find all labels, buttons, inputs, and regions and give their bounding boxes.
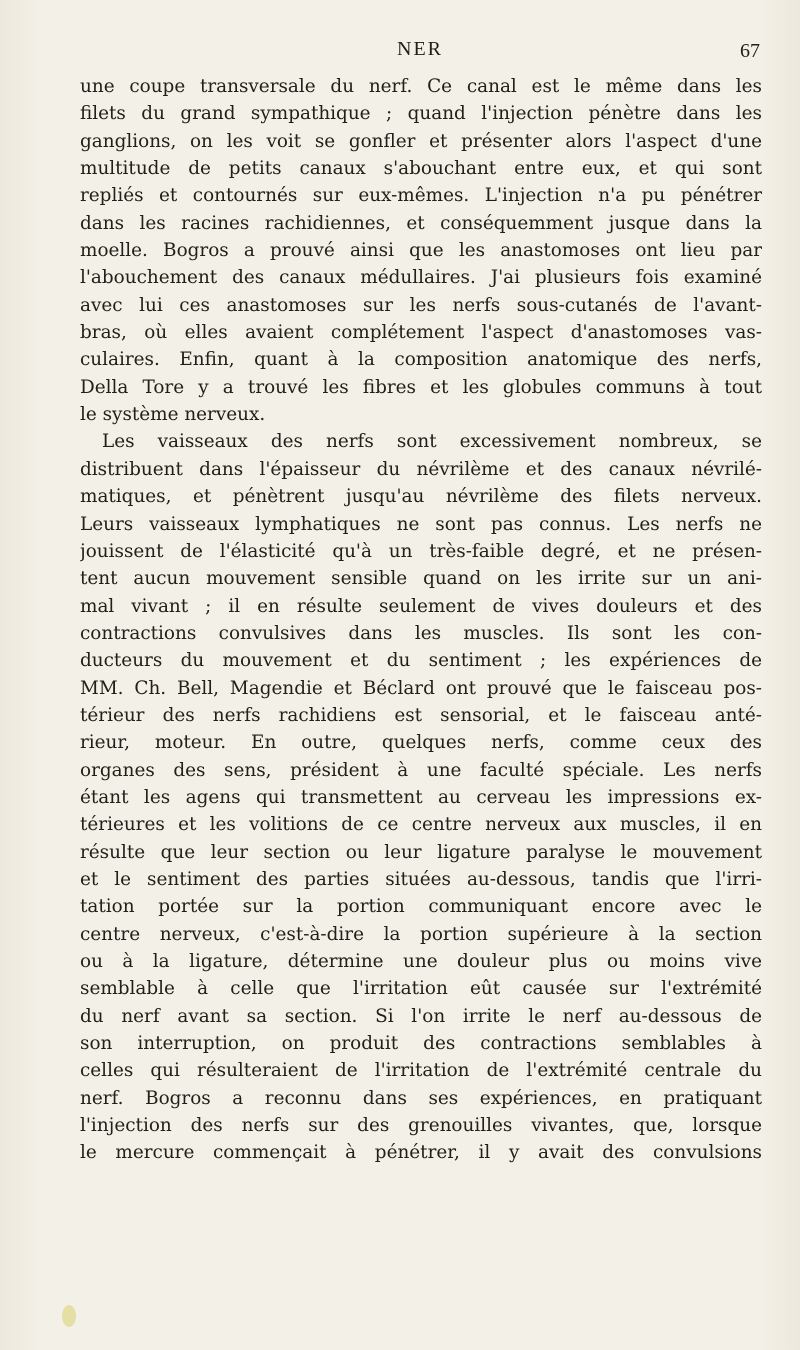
text-line: filets du grand sympathique ; quand l'injection pénètre dans les [80,103,762,125]
text-line: jouissent de l'élasticité qu'à un très-faible degré, et ne présen- [80,540,762,562]
text-line: Leurs vaisseaux lymphatiques ne sont pas connus. Les nerfs ne [80,513,762,535]
text-line: organes des sens, président à une faculté spéciale. Les nerfs [80,759,762,781]
text-line: étant les agens qui transmettent au cerveau les impressions ex- [80,786,762,808]
text-line: résulte que leur section ou leur ligature paralyse le mouvement [80,841,762,863]
text-line: Della Tore y a trouvé les fibres et les globules communs à tout [80,376,762,398]
text-line: térieures et les volitions de ce centre nerveux aux muscles, il en [80,814,762,836]
text-line: celles qui résulteraient de l'irritation de l'extrémité centrale du [80,1060,762,1082]
text-line: térieur des nerfs rachidiens est sensorial, et le faisceau anté- [80,704,762,726]
text-line: ou à la ligature, détermine une douleur plus ou moins vive [80,951,762,972]
text-line: nerf. Bogros a reconnu dans ses expériences, en pratiquant [80,1087,762,1109]
text-line: repliés et contournés sur eux-mêmes. L'injection n'a pu pénétrer [80,185,762,207]
text-line: et le sentiment des parties situées au-dessous, tandis que l'irri- [80,868,762,890]
running-head-title: NER [397,38,443,60]
text-line: moelle. Bogros a prouvé ainsi que les anastomoses ont lieu par [80,240,762,262]
text-line: multitude de petits canaux s'abouchant entre eux, et qui sont [80,158,762,180]
page-number: 67 [740,40,760,62]
text-line: le système nerveux. [80,404,266,426]
running-head [80,38,760,78]
text-line: bras, où elles avaient complétement l'aspect d'anastomoses vas- [80,322,762,344]
paragraph-start-line: Les vaisseaux des nerfs sont excessivement nombreux, se [102,431,762,453]
text-line: contractions convulsives dans les muscles. Ils sont les con- [80,622,762,644]
text-line: distribuent dans l'épaisseur du névrilème et des canaux névrilé- [80,458,762,480]
text-line: l'abouchement des canaux médullaires. J'ai plusieurs fois examiné [80,267,762,289]
text-line: matiques, et pénètrent jusqu'au névrilème des filets nerveux. [80,486,762,508]
text-line: MM. Ch. Bell, Magendie et Béclard ont prouvé que le faisceau pos- [80,677,762,699]
text-line: culaires. Enfin, quant à la composition anatomique des nerfs, [80,349,762,371]
text-line: centre nerveux, c'est-à-dire la portion supérieure à la section [80,923,762,945]
text-line: mal vivant ; il en résulte seulement de vives douleurs et des [80,595,762,617]
text-line: ducteurs du mouvement et du sentiment ; les expériences de [80,650,762,672]
text-line: son interruption, on produit des contractions semblables à [80,1033,762,1055]
text-line: l'injection des nerfs sur des grenouilles vivantes, que, lorsque [80,1115,762,1137]
text-line: tation portée sur la portion communiquant encore avec le [80,896,762,918]
text-line: le mercure commençait à pénétrer, il y avait des convulsions [80,1142,762,1164]
text-line: dans les racines rachidiennes, et conséquemment jusque dans la [80,212,762,234]
paper-stain [62,1305,76,1327]
text-line: rieur, moteur. En outre, quelques nerfs, comme ceux des [80,732,762,754]
text-line: une coupe transversale du nerf. Ce canal est le même dans les [80,76,762,97]
body-text [80,73,762,1167]
text-line: semblable à celle que l'irritation eût causée sur l'extrémité [80,978,762,1000]
text-line: avec lui ces anastomoses sur les nerfs sous-cutanés de l'avant- [80,294,762,316]
text-line: tent aucun mouvement sensible quand on les irrite sur un ani- [80,568,762,590]
text-line: du nerf avant sa section. Si l'on irrite le nerf au-dessous de [80,1005,762,1027]
text-line: ganglions, on les voit se gonfler et présenter alors l'aspect d'une [80,130,762,152]
